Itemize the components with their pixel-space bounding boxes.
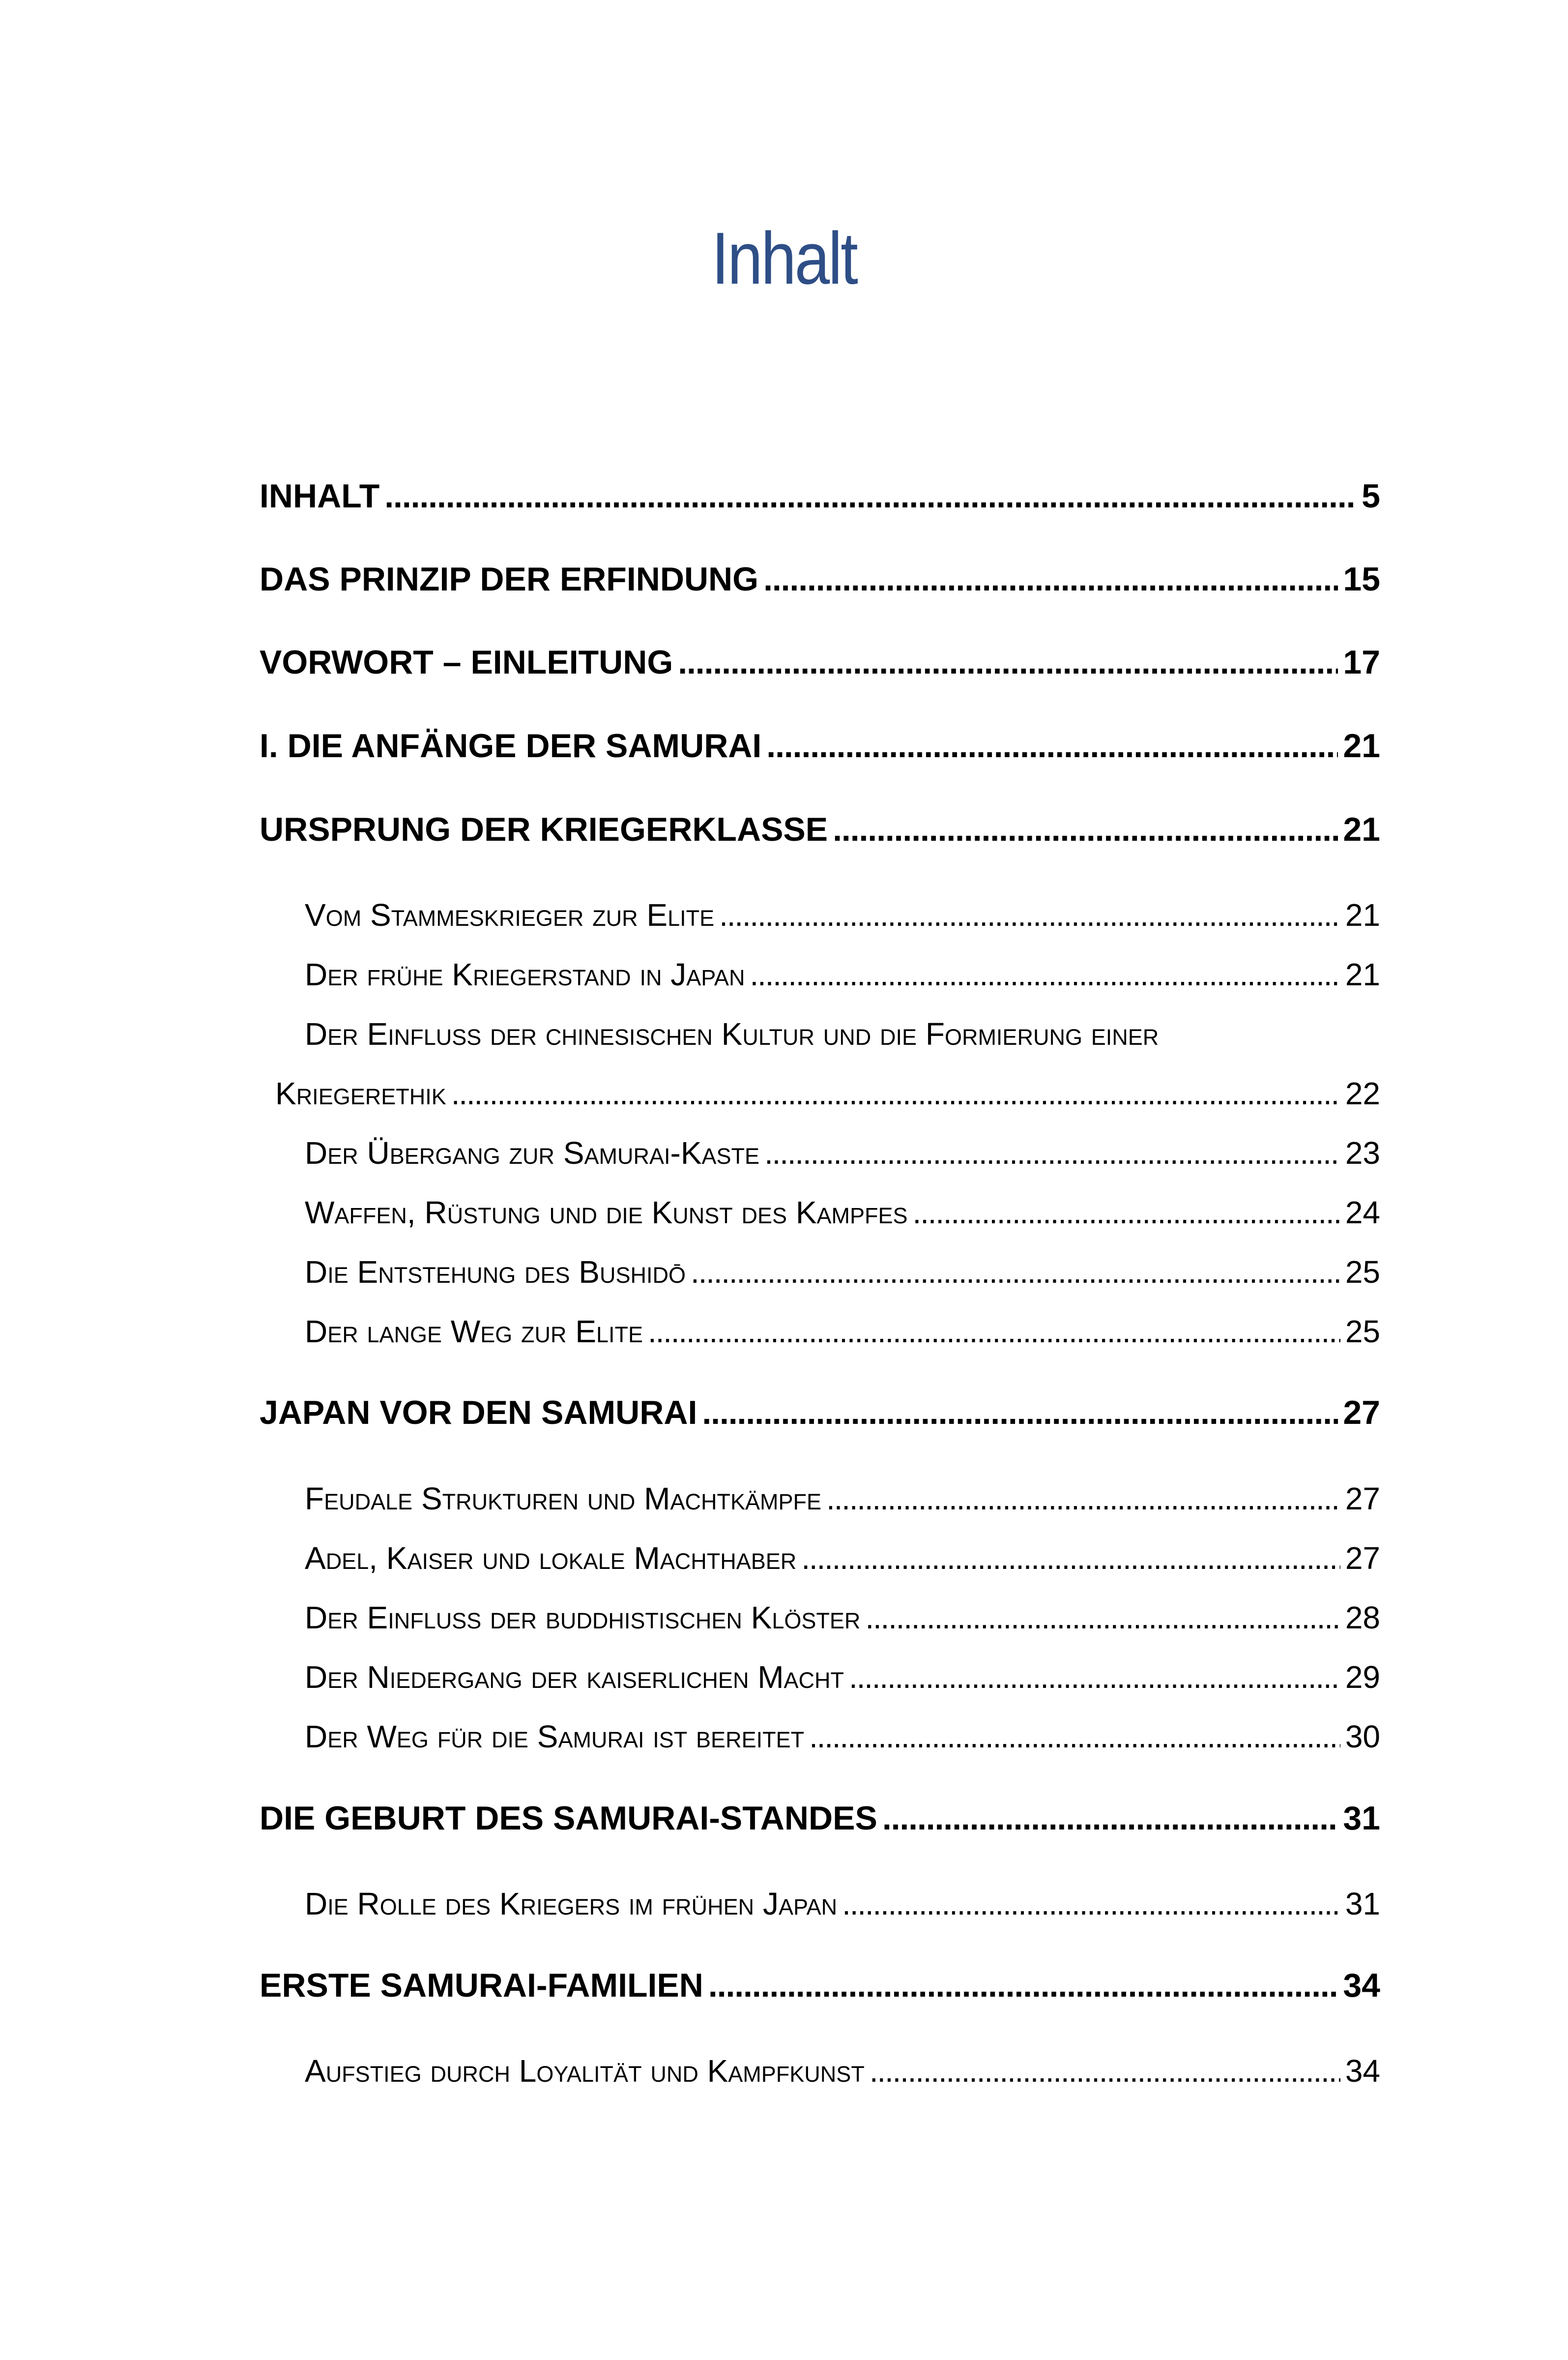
toc-subentry[interactable] [275,1072,1380,1115]
toc-subentry[interactable] [305,1251,1380,1293]
toc-subentry-label: Der frühe Kriegerstand in Japan [305,957,745,992]
toc-page-number: 24 [1345,1195,1380,1230]
toc-entry-geburt[interactable] [260,1796,1380,1840]
toc-subentry-label: Feudale Strukturen und Machtkämpfe [305,1481,822,1516]
toc-entry-label: INHALT [260,477,380,515]
toc-entry-label: DAS PRINZIP DER ERFINDUNG [260,560,759,598]
dot-leader [826,1477,1340,1520]
dot-leader [766,724,1338,768]
toc-subentry[interactable] [305,1883,1380,1925]
toc-subentry-label-line1[interactable]: Der Einfluss der chinesischen Kultur und die Formierung einer [305,1016,1159,1052]
dot-leader [849,1656,1340,1698]
page-title: Inhalt [711,217,857,299]
toc-page-number: 27 [1345,1540,1380,1576]
toc-entry-japan[interactable] [260,1390,1380,1435]
toc-page-number: 34 [1343,1967,1380,2004]
dot-leader [763,557,1338,601]
dot-leader [809,1715,1340,1758]
dot-leader [384,474,1357,518]
dot-leader [833,807,1338,852]
dot-leader [913,1191,1340,1234]
toc-entry-label: VORWORT – EINLEITUNG [260,644,673,681]
dot-leader [882,1796,1338,1840]
toc-page-number: 29 [1345,1659,1380,1695]
toc-subentry[interactable] [305,2050,1380,2092]
toc-page-number: 21 [1343,811,1380,848]
toc-page-number: 27 [1343,1394,1380,1431]
toc-entry-label: JAPAN VOR DEN SAMURAI [260,1394,697,1431]
toc-subentry-label: Der Weg für die Samurai ist bereitet [305,1719,805,1754]
toc-subentry[interactable] [305,1310,1380,1353]
dot-leader [678,640,1338,684]
dot-leader [764,1132,1340,1174]
dot-leader [702,1390,1338,1435]
toc-subentry[interactable] [305,894,1380,936]
toc-page-number: 22 [1345,1076,1380,1111]
dot-leader [691,1251,1340,1293]
toc-subentry[interactable] [305,1132,1380,1174]
toc-entry-inhalt[interactable] [260,474,1380,518]
toc-subentry-label: Aufstieg durch Loyalität und Kampfkunst [305,2053,865,2089]
dot-leader [648,1310,1340,1353]
toc-page-number: 25 [1345,1314,1380,1349]
toc-entry-label: I. DIE ANFÄNGE DER SAMURAI [260,727,762,765]
toc-subentry[interactable] [305,1537,1380,1579]
dot-leader [801,1537,1340,1579]
toc-subentry[interactable] [305,953,1380,996]
toc-subentry-label: Adel, Kaiser und lokale Machthaber [305,1540,797,1576]
dot-leader [870,2050,1340,2092]
dot-leader [750,953,1340,996]
toc-page-number: 30 [1345,1719,1380,1754]
toc-page-number: 21 [1345,897,1380,933]
toc-page-number: 5 [1362,477,1380,515]
toc-subentry-label: Waffen, Rüstung und die Kunst des Kampfes [305,1195,908,1230]
dot-leader [719,894,1340,936]
toc-subentry-label: Der lange Weg zur Elite [305,1314,643,1349]
toc-subentry-label: Vom Stammeskrieger zur Elite [305,897,715,933]
toc-entry-label: DIE GEBURT DES SAMURAI-STANDES [260,1800,877,1837]
toc-subentry[interactable] [305,1656,1380,1698]
toc-page-number: 21 [1345,957,1380,992]
toc-subentry[interactable] [305,1596,1380,1639]
toc-page-number: 31 [1343,1800,1380,1837]
toc-page-number: 21 [1343,727,1380,765]
dot-leader [451,1072,1340,1115]
toc-subentry-label: Die Rolle des Kriegers im frühen Japan [305,1886,838,1921]
toc-subentry-label: Der Einfluss der buddhistischen Klöster [305,1600,861,1635]
toc-page-number: 15 [1343,560,1380,598]
toc-entry-label: ERSTE SAMURAI-FAMILIEN [260,1967,703,2004]
toc-entry-prinzip[interactable] [260,557,1380,601]
toc-subentry-label-line2: Kriegerethik [275,1076,446,1111]
toc-subentry-label: Der Niedergang der kaiserlichen Macht [305,1659,844,1695]
toc-entry-vorwort[interactable] [260,640,1380,684]
toc-subentry[interactable] [305,1715,1380,1758]
toc-subentry[interactable] [305,1191,1380,1234]
toc-page-number: 34 [1345,2053,1380,2089]
toc-entry-label: URSPRUNG DER KRIEGERKLASSE [260,811,828,848]
dot-leader [865,1596,1340,1639]
toc-entry-anfaenge[interactable] [260,724,1380,768]
toc-entry-ursprung[interactable] [260,807,1380,852]
toc-subentry[interactable] [305,1477,1380,1520]
toc-page-number: 23 [1345,1135,1380,1171]
toc-subentry-label: Der Übergang zur Samurai-Kaste [305,1135,760,1171]
toc-page-number: 17 [1343,644,1380,681]
toc-page-number: 28 [1345,1600,1380,1635]
toc-page-number: 31 [1345,1886,1380,1921]
toc-entry-familien[interactable] [260,1963,1380,2007]
toc-subentry-label: Die Entstehung des Bushidō [305,1254,686,1290]
dot-leader [708,1963,1338,2007]
toc-page-number: 27 [1345,1481,1380,1516]
dot-leader [842,1883,1340,1925]
toc-page-number: 25 [1345,1254,1380,1290]
